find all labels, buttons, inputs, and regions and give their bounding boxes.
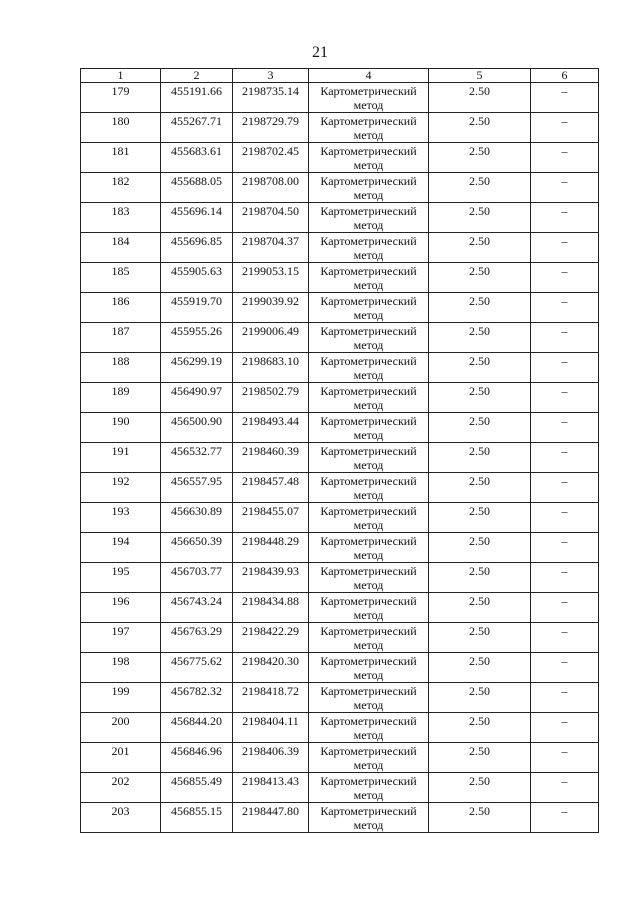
note-cell: – [531, 503, 599, 533]
note-cell: – [531, 203, 599, 233]
y-coordinate-cell: 2198704.50 [233, 203, 309, 233]
table-row [81, 323, 599, 353]
table-row [81, 203, 599, 233]
y-coordinate-cell: 2198683.10 [233, 353, 309, 383]
x-coordinate-cell: 456650.39 [161, 533, 233, 563]
table-row [81, 383, 599, 413]
x-coordinate-cell: 456490.97 [161, 383, 233, 413]
method-cell: Картометрический метод [309, 563, 429, 593]
accuracy-cell: 2.50 [429, 203, 531, 233]
table-row [81, 773, 599, 803]
method-cell: Картометрический метод [309, 293, 429, 323]
x-coordinate-cell: 456844.20 [161, 713, 233, 743]
x-coordinate-cell: 456855.15 [161, 803, 233, 833]
method-cell: Картометрический метод [309, 113, 429, 143]
table-row [81, 443, 599, 473]
table-row [81, 143, 599, 173]
y-coordinate-cell: 2198729.79 [233, 113, 309, 143]
point-number-cell: 200 [81, 713, 161, 743]
table-row [81, 353, 599, 383]
point-number-cell: 193 [81, 503, 161, 533]
point-number-cell: 194 [81, 533, 161, 563]
method-cell: Картометрический метод [309, 743, 429, 773]
method-cell: Картометрический метод [309, 803, 429, 833]
note-cell: – [531, 233, 599, 263]
note-cell: – [531, 563, 599, 593]
note-cell: – [531, 353, 599, 383]
method-cell: Картометрический метод [309, 593, 429, 623]
page-number: 21 [312, 44, 328, 61]
y-coordinate-cell: 2198708.00 [233, 173, 309, 203]
y-coordinate-cell: 2198413.43 [233, 773, 309, 803]
table-row [81, 263, 599, 293]
accuracy-cell: 2.50 [429, 113, 531, 143]
note-cell: – [531, 623, 599, 653]
point-number-cell: 192 [81, 473, 161, 503]
x-coordinate-cell: 456630.89 [161, 503, 233, 533]
y-coordinate-cell: 2199053.15 [233, 263, 309, 293]
point-number-cell: 198 [81, 653, 161, 683]
x-coordinate-cell: 456846.96 [161, 743, 233, 773]
y-coordinate-cell: 2198493.44 [233, 413, 309, 443]
x-coordinate-cell: 456703.77 [161, 563, 233, 593]
table-row [81, 113, 599, 143]
note-cell: – [531, 593, 599, 623]
accuracy-cell: 2.50 [429, 473, 531, 503]
x-coordinate-cell: 456532.77 [161, 443, 233, 473]
accuracy-cell: 2.50 [429, 563, 531, 593]
method-cell: Картометрический метод [309, 473, 429, 503]
note-cell: – [531, 293, 599, 323]
note-cell: – [531, 533, 599, 563]
method-cell: Картометрический метод [309, 503, 429, 533]
x-coordinate-cell: 455905.63 [161, 263, 233, 293]
y-coordinate-cell: 2198502.79 [233, 383, 309, 413]
column-header: 3 [233, 69, 309, 83]
table-row [81, 623, 599, 653]
method-cell: Картометрический метод [309, 173, 429, 203]
table-row [81, 473, 599, 503]
x-coordinate-cell: 456855.49 [161, 773, 233, 803]
table-row [81, 293, 599, 323]
point-number-cell: 201 [81, 743, 161, 773]
note-cell: – [531, 413, 599, 443]
accuracy-cell: 2.50 [429, 503, 531, 533]
accuracy-cell: 2.50 [429, 773, 531, 803]
method-cell: Картометрический метод [309, 353, 429, 383]
y-coordinate-cell: 2198418.72 [233, 683, 309, 713]
column-header: 2 [161, 69, 233, 83]
note-cell: – [531, 473, 599, 503]
point-number-cell: 188 [81, 353, 161, 383]
point-number-cell: 187 [81, 323, 161, 353]
y-coordinate-cell: 2198439.93 [233, 563, 309, 593]
accuracy-cell: 2.50 [429, 713, 531, 743]
table-row [81, 593, 599, 623]
accuracy-cell: 2.50 [429, 383, 531, 413]
point-number-cell: 186 [81, 293, 161, 323]
method-cell: Картометрический метод [309, 773, 429, 803]
method-cell: Картометрический метод [309, 263, 429, 293]
point-number-cell: 185 [81, 263, 161, 293]
column-header: 4 [309, 69, 429, 83]
note-cell: – [531, 443, 599, 473]
x-coordinate-cell: 456500.90 [161, 413, 233, 443]
accuracy-cell: 2.50 [429, 443, 531, 473]
x-coordinate-cell: 456775.62 [161, 653, 233, 683]
x-coordinate-cell: 455696.85 [161, 233, 233, 263]
note-cell: – [531, 143, 599, 173]
x-coordinate-cell: 456299.19 [161, 353, 233, 383]
note-cell: – [531, 173, 599, 203]
method-cell: Картометрический метод [309, 143, 429, 173]
method-cell: Картометрический метод [309, 443, 429, 473]
point-number-cell: 203 [81, 803, 161, 833]
accuracy-cell: 2.50 [429, 803, 531, 833]
note-cell: – [531, 743, 599, 773]
table-row [81, 743, 599, 773]
point-number-cell: 181 [81, 143, 161, 173]
x-coordinate-cell: 456743.24 [161, 593, 233, 623]
point-number-cell: 191 [81, 443, 161, 473]
y-coordinate-cell: 2198420.30 [233, 653, 309, 683]
table-row [81, 563, 599, 593]
method-cell: Картометрический метод [309, 683, 429, 713]
point-number-cell: 202 [81, 773, 161, 803]
table-row [81, 713, 599, 743]
method-cell: Картометрический метод [309, 623, 429, 653]
point-number-cell: 180 [81, 113, 161, 143]
x-coordinate-cell: 455267.71 [161, 113, 233, 143]
y-coordinate-cell: 2198455.07 [233, 503, 309, 533]
y-coordinate-cell: 2198434.88 [233, 593, 309, 623]
table-row [81, 803, 599, 833]
method-cell: Картометрический метод [309, 83, 429, 113]
accuracy-cell: 2.50 [429, 653, 531, 683]
y-coordinate-cell: 2198447.80 [233, 803, 309, 833]
accuracy-cell: 2.50 [429, 353, 531, 383]
accuracy-cell: 2.50 [429, 413, 531, 443]
point-number-cell: 195 [81, 563, 161, 593]
y-coordinate-cell: 2198702.45 [233, 143, 309, 173]
method-cell: Картометрический метод [309, 653, 429, 683]
x-coordinate-cell: 455688.05 [161, 173, 233, 203]
y-coordinate-cell: 2198735.14 [233, 83, 309, 113]
note-cell: – [531, 683, 599, 713]
method-cell: Картометрический метод [309, 233, 429, 263]
point-number-cell: 190 [81, 413, 161, 443]
note-cell: – [531, 803, 599, 833]
x-coordinate-cell: 456557.95 [161, 473, 233, 503]
accuracy-cell: 2.50 [429, 743, 531, 773]
y-coordinate-cell: 2198704.37 [233, 233, 309, 263]
x-coordinate-cell: 456763.29 [161, 623, 233, 653]
point-number-cell: 183 [81, 203, 161, 233]
point-number-cell: 184 [81, 233, 161, 263]
accuracy-cell: 2.50 [429, 83, 531, 113]
point-number-cell: 196 [81, 593, 161, 623]
x-coordinate-cell: 455696.14 [161, 203, 233, 233]
y-coordinate-cell: 2198457.48 [233, 473, 309, 503]
accuracy-cell: 2.50 [429, 683, 531, 713]
table-row [81, 533, 599, 563]
y-coordinate-cell: 2199006.49 [233, 323, 309, 353]
note-cell: – [531, 383, 599, 413]
point-number-cell: 197 [81, 623, 161, 653]
method-cell: Картометрический метод [309, 383, 429, 413]
table-row [81, 683, 599, 713]
point-number-cell: 182 [81, 173, 161, 203]
point-number-cell: 189 [81, 383, 161, 413]
accuracy-cell: 2.50 [429, 623, 531, 653]
x-coordinate-cell: 455955.26 [161, 323, 233, 353]
table-header-row [81, 69, 599, 83]
note-cell: – [531, 113, 599, 143]
method-cell: Картометрический метод [309, 323, 429, 353]
y-coordinate-cell: 2198406.39 [233, 743, 309, 773]
x-coordinate-cell: 456782.32 [161, 683, 233, 713]
method-cell: Картометрический метод [309, 413, 429, 443]
y-coordinate-cell: 2198448.29 [233, 533, 309, 563]
accuracy-cell: 2.50 [429, 593, 531, 623]
table-body [81, 83, 599, 833]
x-coordinate-cell: 455683.61 [161, 143, 233, 173]
accuracy-cell: 2.50 [429, 293, 531, 323]
table-row [81, 503, 599, 533]
table-row [81, 413, 599, 443]
method-cell: Картометрический метод [309, 533, 429, 563]
accuracy-cell: 2.50 [429, 533, 531, 563]
table-row [81, 83, 599, 113]
table-row [81, 173, 599, 203]
note-cell: – [531, 263, 599, 293]
table-row [81, 653, 599, 683]
point-number-cell: 179 [81, 83, 161, 113]
coordinates-table [80, 68, 599, 833]
accuracy-cell: 2.50 [429, 143, 531, 173]
accuracy-cell: 2.50 [429, 263, 531, 293]
note-cell: – [531, 713, 599, 743]
method-cell: Картометрический метод [309, 713, 429, 743]
y-coordinate-cell: 2198422.29 [233, 623, 309, 653]
column-header: 6 [531, 69, 599, 83]
y-coordinate-cell: 2199039.92 [233, 293, 309, 323]
note-cell: – [531, 773, 599, 803]
table-row [81, 233, 599, 263]
point-number-cell: 199 [81, 683, 161, 713]
y-coordinate-cell: 2198460.39 [233, 443, 309, 473]
note-cell: – [531, 323, 599, 353]
accuracy-cell: 2.50 [429, 323, 531, 353]
note-cell: – [531, 653, 599, 683]
x-coordinate-cell: 455919.70 [161, 293, 233, 323]
y-coordinate-cell: 2198404.11 [233, 713, 309, 743]
column-header: 1 [81, 69, 161, 83]
note-cell: – [531, 83, 599, 113]
column-header: 5 [429, 69, 531, 83]
accuracy-cell: 2.50 [429, 233, 531, 263]
accuracy-cell: 2.50 [429, 173, 531, 203]
x-coordinate-cell: 455191.66 [161, 83, 233, 113]
method-cell: Картометрический метод [309, 203, 429, 233]
